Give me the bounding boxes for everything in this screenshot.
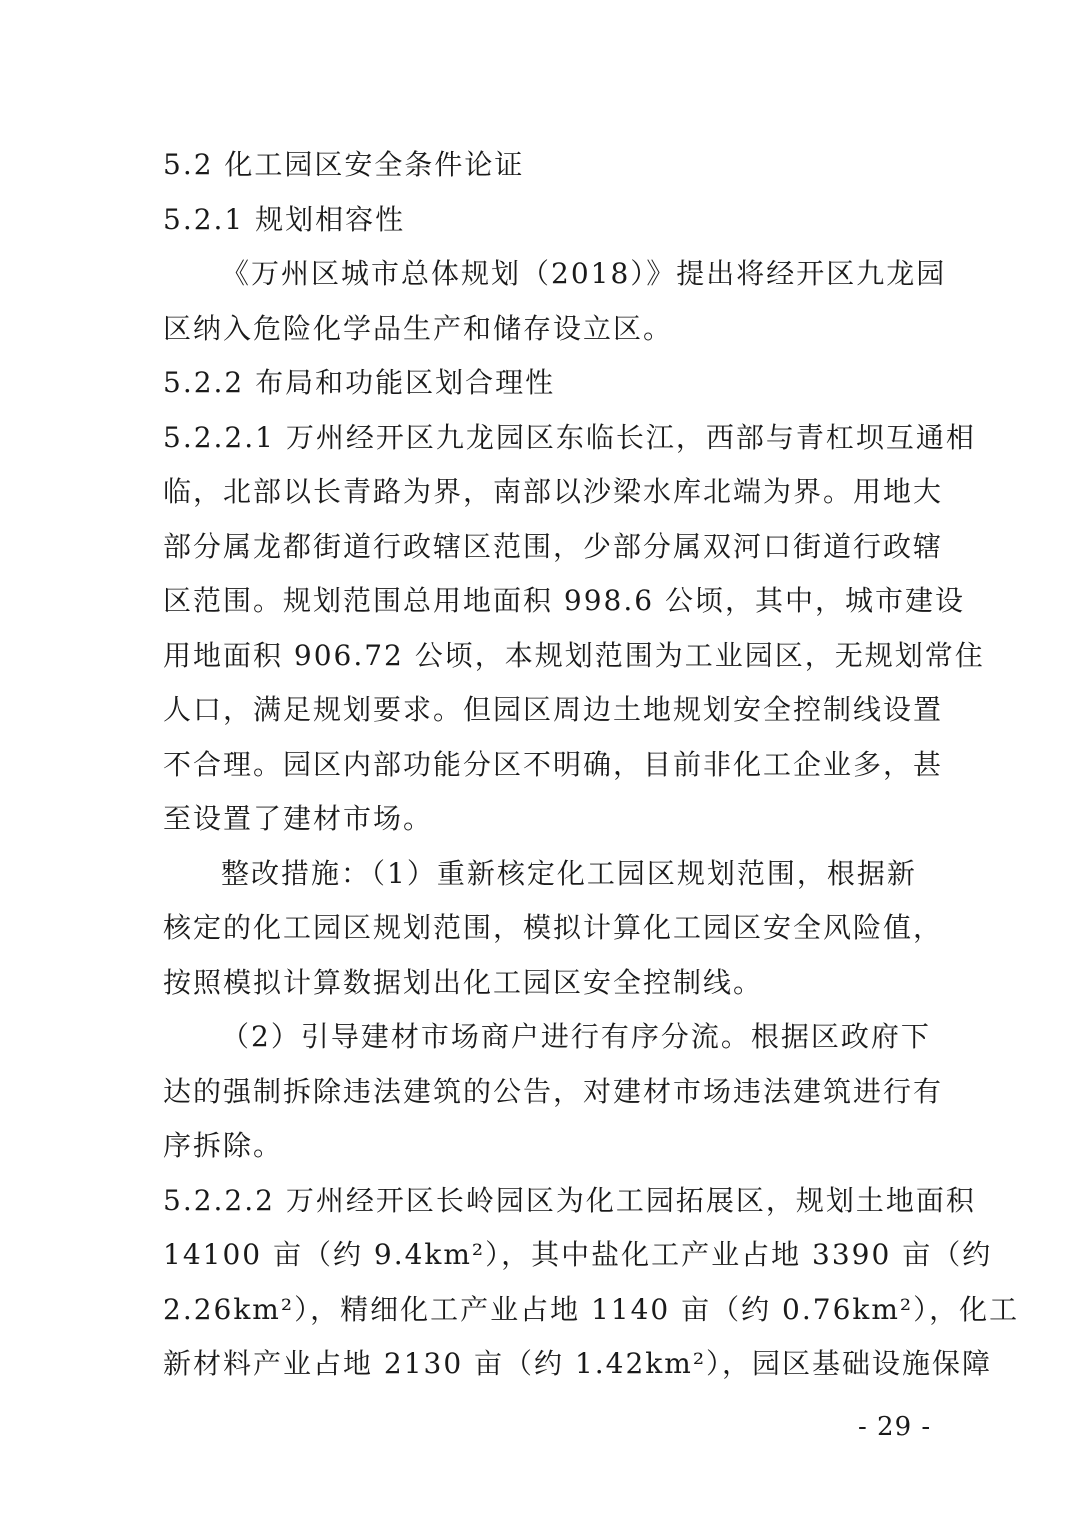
page-content xyxy=(163,138,1020,1392)
paragraph-5-2-2-1 xyxy=(163,411,985,847)
text-line: 序拆除。 xyxy=(163,1129,284,1162)
paragraph-rectification-2 xyxy=(163,1010,944,1174)
paragraph-rectification-1 xyxy=(163,847,944,1011)
text-line: 不合理。园区内部功能分区不明确，目前非化工企业多，甚 xyxy=(163,747,944,781)
text-line: 临，北部以长青路为界，南部以沙梁水库北端为界。用地大 xyxy=(163,475,944,508)
section-heading-5-2-2: 5.2.2 布局和功能区划合理性 xyxy=(163,366,556,399)
text-line: 14100 亩（约 9.4km²），其中盐化工产业占地 3390 亩（约 xyxy=(163,1238,993,1271)
text-line: 按照模拟计算数据划出化工园区安全控制线。 xyxy=(163,965,764,999)
paragraph-5-2-2-2 xyxy=(163,1174,1020,1392)
text-line: 5.2.2.1 万州经开区九龙园区东临长江，西部与青杠坝互通相 xyxy=(163,420,976,454)
text-line: 5.2.2.2 万州经开区长岭园区为化工园拓展区，规划土地面积 xyxy=(163,1183,976,1217)
text-line: 新材料产业占地 2130 亩（约 1.42km²），园区基础设施保障 xyxy=(163,1347,993,1380)
text-line: （2）引导建材市场商户进行有序分流。根据区政府下 xyxy=(221,1020,931,1053)
section-heading-5-2-1: 5.2.1 规划相容性 xyxy=(163,202,406,236)
text-line: 至设置了建材市场。 xyxy=(163,802,434,835)
text-line: 《万州区城市总体规划（2018）》提出将经开区九龙园 xyxy=(221,257,947,290)
section-heading-5-2: 5.2 化工园区安全条件论证 xyxy=(163,148,525,181)
text-line: 人口，满足规划要求。但园区周边土地规划安全控制线设置 xyxy=(163,693,944,726)
text-line: 2.26km²），精细化工产业占地 1140 亩（约 0.76km²），化工 xyxy=(163,1292,1020,1326)
text-line: 区范围。规划范围总用地面积 998.6 公顷，其中，城市建设 xyxy=(163,584,965,617)
text-line: 部分属龙都街道行政辖区范围，少部分属双河口街道行政辖 xyxy=(163,529,944,563)
text-line: 达的强制拆除违法建筑的公告，对建材市场违法建筑进行有 xyxy=(163,1074,944,1108)
page-number: - 29 - xyxy=(858,1412,932,1442)
text-line: 用地面积 906.72 公顷，本规划范围为工业园区，无规划常住 xyxy=(163,638,985,672)
text-line: 整改措施：（1）重新核定化工园区规划范围，根据新 xyxy=(221,856,917,890)
text-line: 区纳入危险化学品生产和储存设立区。 xyxy=(163,311,674,345)
text-line: 核定的化工园区规划范围，模拟计算化工园区安全风险值， xyxy=(163,911,944,944)
paragraph-planning-compatibility xyxy=(163,247,947,356)
